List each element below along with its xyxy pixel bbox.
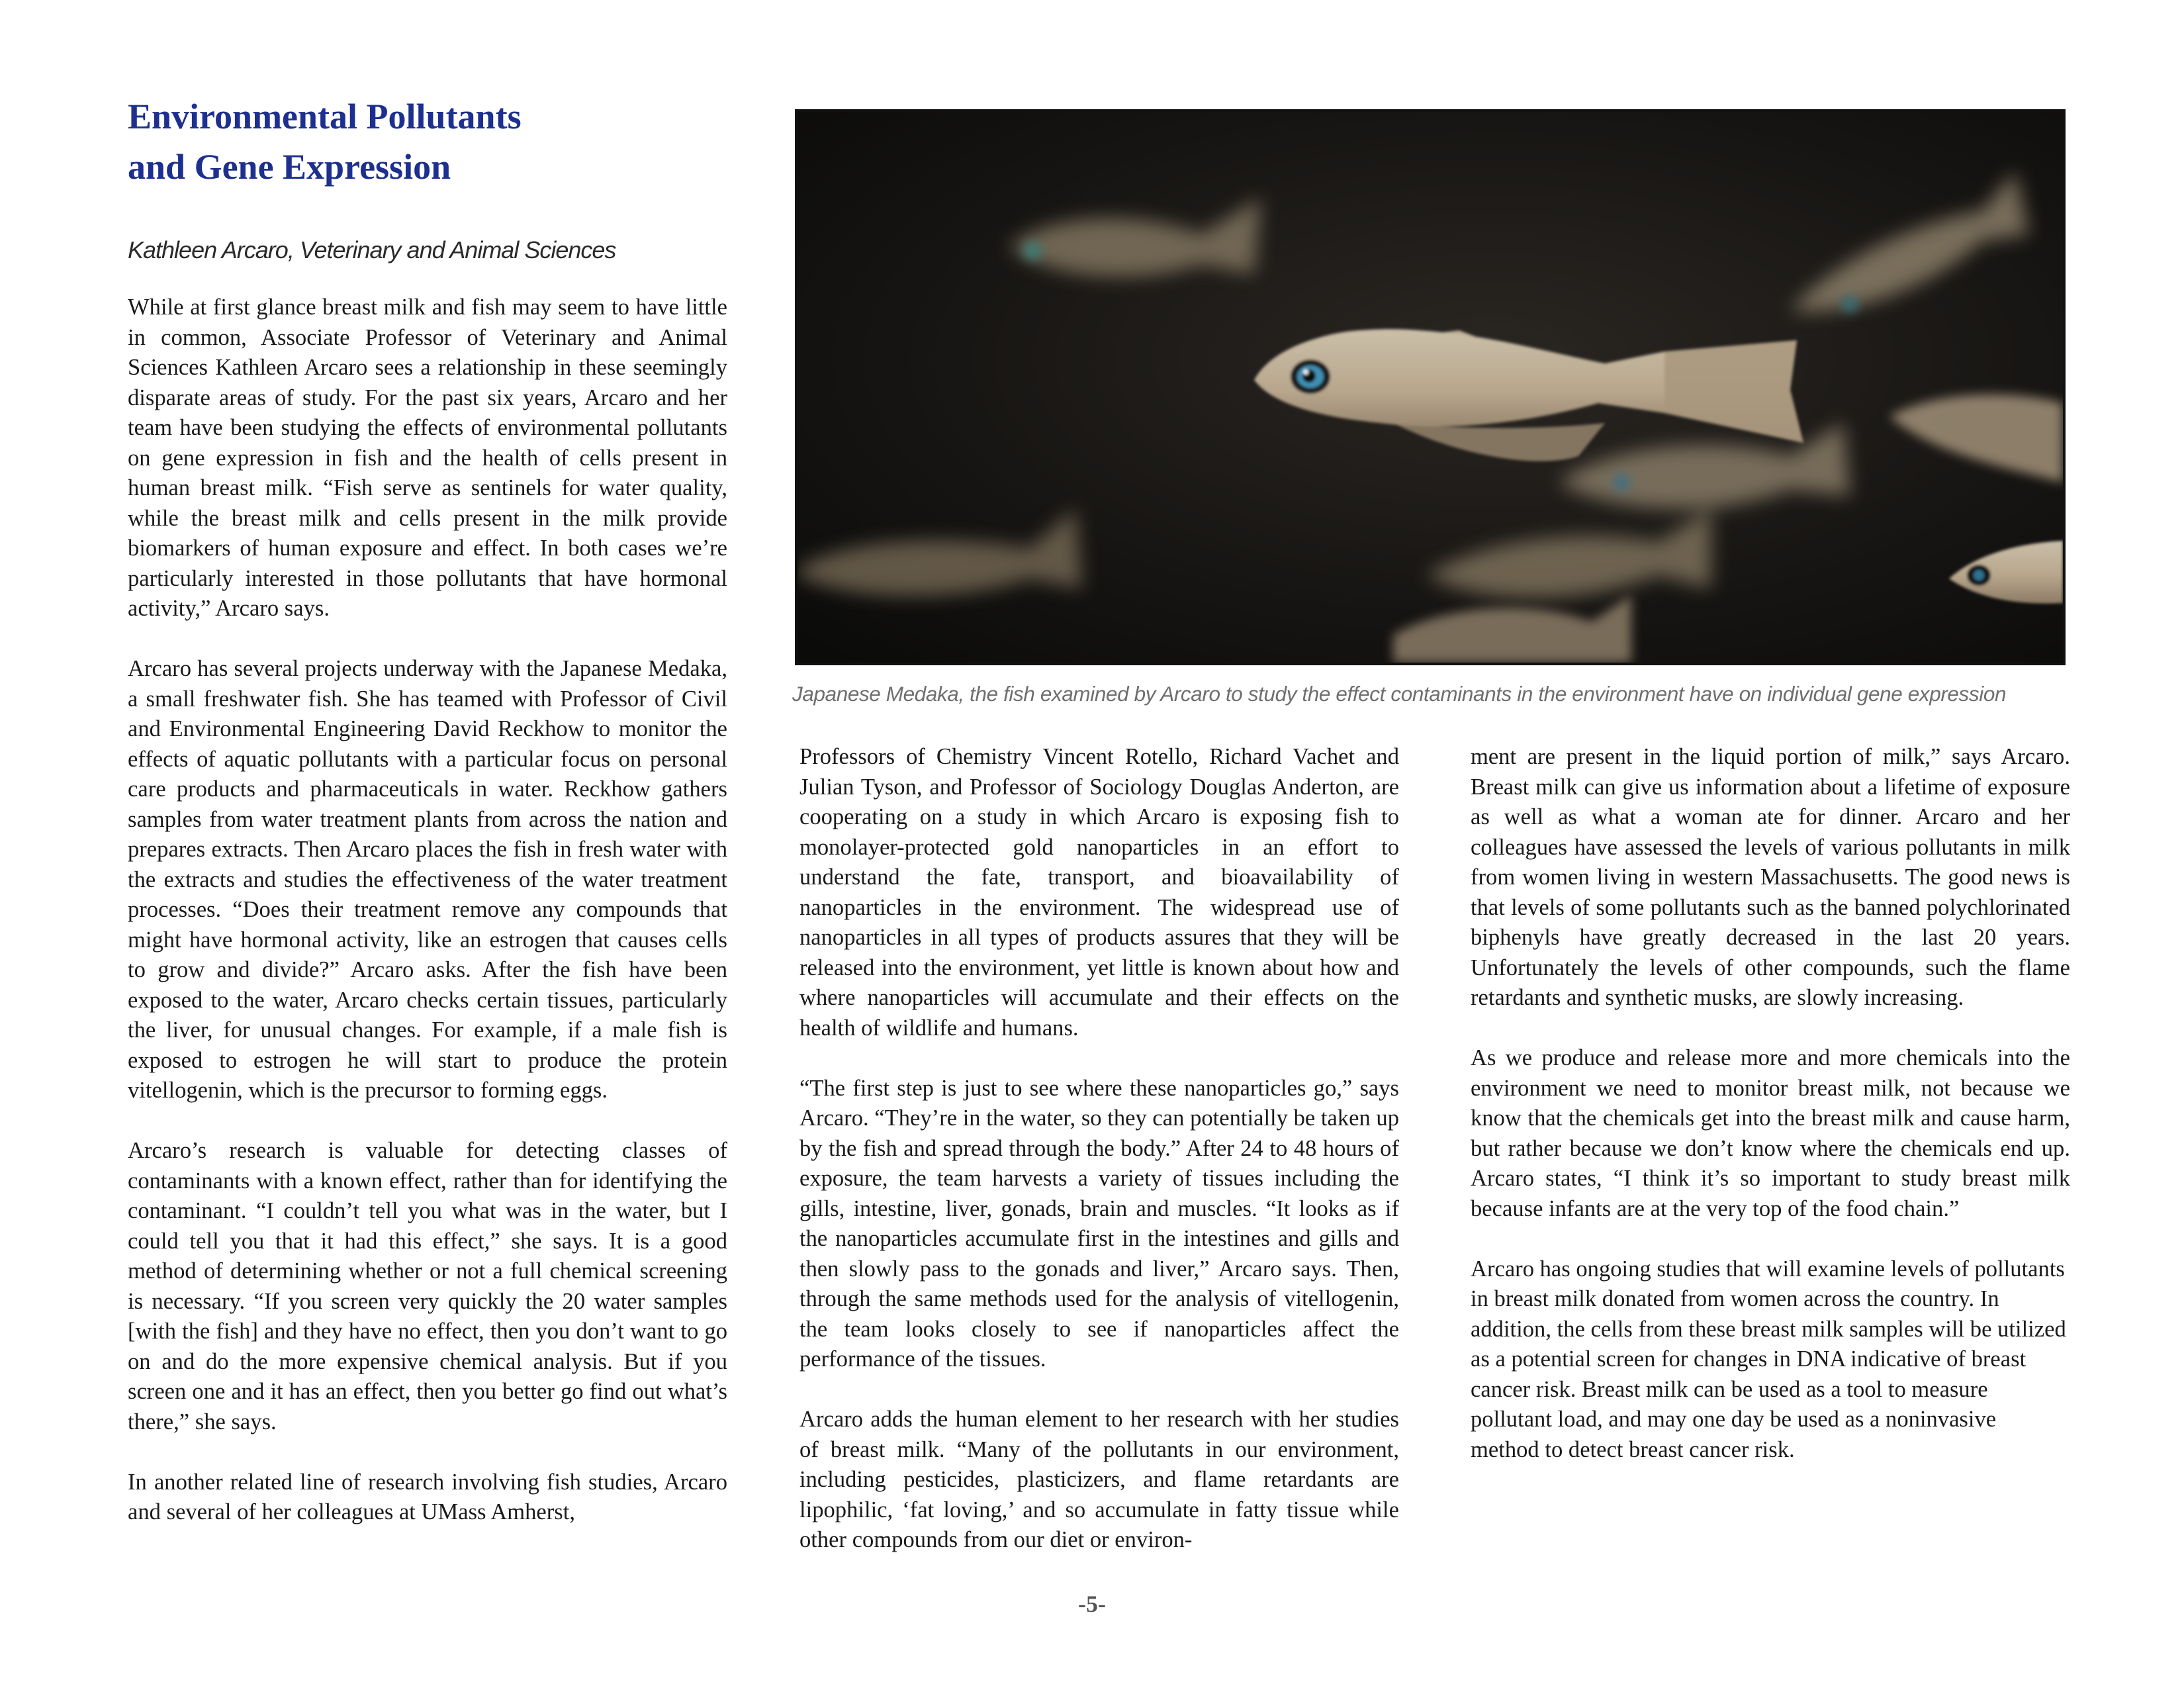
title-line-2: and Gene Expression: [128, 147, 451, 187]
author-byline: Kathleen Arcaro, Veterinary and Animal Sciences: [128, 236, 616, 263]
paragraph: Arcaro’s research is valuable for detecting classes of contaminants with a known effect, rather than for identifying the contaminant. “I couldn’t tell you what was in the water, but I could tell you that it had this effect,” she says. It is a good method of determining whether or not a full chemical screening is necessary. “If you screen very quickly the 20 water samples [with the fish] and they have no effect, then you don’t want to go on and do the more expensive chemical analysis. But if you screen one and it has an effect, then you better go find out what’s there,” she says.: [128, 1138, 727, 1434]
text-column-3: [1471, 742, 2070, 1495]
paragraph: In another related line of research involving fish studies, Arcaro and several of her colleagues at UMass Amherst,: [128, 1469, 727, 1524]
fish-illustration: [797, 112, 2063, 663]
paragraph: “The first step is just to see where these nanoparticles go,” says Arcaro. “They’re in the water, so they can potentially be taken up by the fish and spread through the body.” After 24 to 48 hours of exposure, the team harvests a variety of tissues including the gills, intestine, liver, gonads, brain and muscles. “It looks as if the nanoparticles accumulate first in the intestines and gills and then slowly pass to the gonads and liver,” Arcaro says. Then, through the same methods used for the analysis of vitellogenin, the team looks closely to see if nanoparticles affect the performance of the tissues.: [799, 1075, 1399, 1372]
paragraph: While at first glance breast milk and fish may seem to have little in common, Associate Professor of Veterinary and Animal Sciences Kathleen Arcaro sees a relationship in these seemingly disparate areas of study. For the past six years, Arcaro and her team have been studying the effects of environmental pollutants on gene expression in fish and the health of cells present in human breast milk. “Fish serve as sentinels for water quality, while the breast milk and cells present in the milk provide biomarkers of human exposure and effect. In both cases we’re particularly interested in those pollutants that have hormonal activity,” Arcaro says.: [128, 295, 727, 621]
title-line-1: Environmental Pollutants: [128, 97, 522, 136]
medaka-fish-photo: [795, 109, 2066, 665]
photo-caption: Japanese Medaka, the fish examined by Arcaro to study the effect contaminants in the environment have on individual gene expression: [792, 682, 2007, 706]
paragraph: Professors of Chemistry Vincent Rotello, Richard Vachet and Julian Tyson, and Professor of Sociology Douglas Anderton, are cooperating on a study in which Arcaro is exposing fish to monolayer-protected gold nanoparticles in an effort to understand the fate, transport, and bioavailability of nanoparticles in the environment. The widespread use of nanoparticles in all types of products assures that they will be released into the environment, yet little is known about how and where nanoparticles will accumulate and their effects on the health of wildlife and humans.: [799, 744, 1399, 1041]
paragraph: As we produce and release more and more chemicals into the environment we need to monitor breast milk, not because we know that the chemicals get into the breast milk and cause harm, but rather because we don’t know where the chemicals end up. Arcaro states, “I think it’s so important to study breast milk because infants are at the very top of the food chain.”: [1471, 1045, 2070, 1221]
article-title: [128, 91, 723, 192]
paragraph: Arcaro has ongoing studies that will examine levels of pollutants in breast milk donated from women across the country. In addition, the cells from these breast milk samples will be utilized as a potential screen for changes in DNA indicative of breast cancer risk. Breast milk can be used as a tool to measure pollutant load, and may one day be used as a noninvasive method to detect breast cancer risk.: [1471, 1256, 2066, 1462]
text-column-2: [799, 742, 1399, 1585]
text-column-1: [128, 293, 727, 1558]
paragraph: Arcaro has several projects underway with the Japanese Medaka, a small freshwater fish. She has teamed with Professor of Civil and Environmental Engineering David Reckhow to monitor the effects of aquatic pollutants with a particular focus on personal care products and pharmaceuticals in water. Reckhow gathers samples from water treatment plants from across the nation and prepares extracts. Then Arcaro places the fish in fresh water with the extracts and studies the effectiveness of the water treatment processes. “Does their treatment remove any compounds that might have hormonal activity, like an estrogen that causes cells to grow and divide?” Arcaro asks. After the fish have been exposed to the water, Arcaro checks certain tissues, particularly the liver, for unusual changes. For example, if a male fish is exposed to estrogen he will start to produce the protein vitellogenin, which is the precursor to forming eggs.: [128, 656, 727, 1103]
paragraph: Arcaro adds the human element to her research with her studies of breast milk. “Many of the pollutants in our environment, including pesticides, plasticizers, and flame retardants are lipophilic, ‘fat loving,’ and so accumulate in fatty tissue while other compounds from our diet or environ-: [799, 1407, 1399, 1552]
paragraph: ment are present in the liquid portion of milk,” says Arcaro. Breast milk can give us information about a lifetime of exposure as well as what a woman ate for dinner. Arcaro and her colleagues have assessed the levels of various pollutants in milk from women living in western Massachusetts. The good news is that levels of some pollutants such as the banned polychlorinated biphenyls have greatly decreased in the last 20 years. Unfortunately the levels of other compounds, such the flame retardants and synthetic musks, are slowly increasing.: [1471, 744, 2070, 1010]
page-number: -5-: [1078, 1591, 1106, 1617]
